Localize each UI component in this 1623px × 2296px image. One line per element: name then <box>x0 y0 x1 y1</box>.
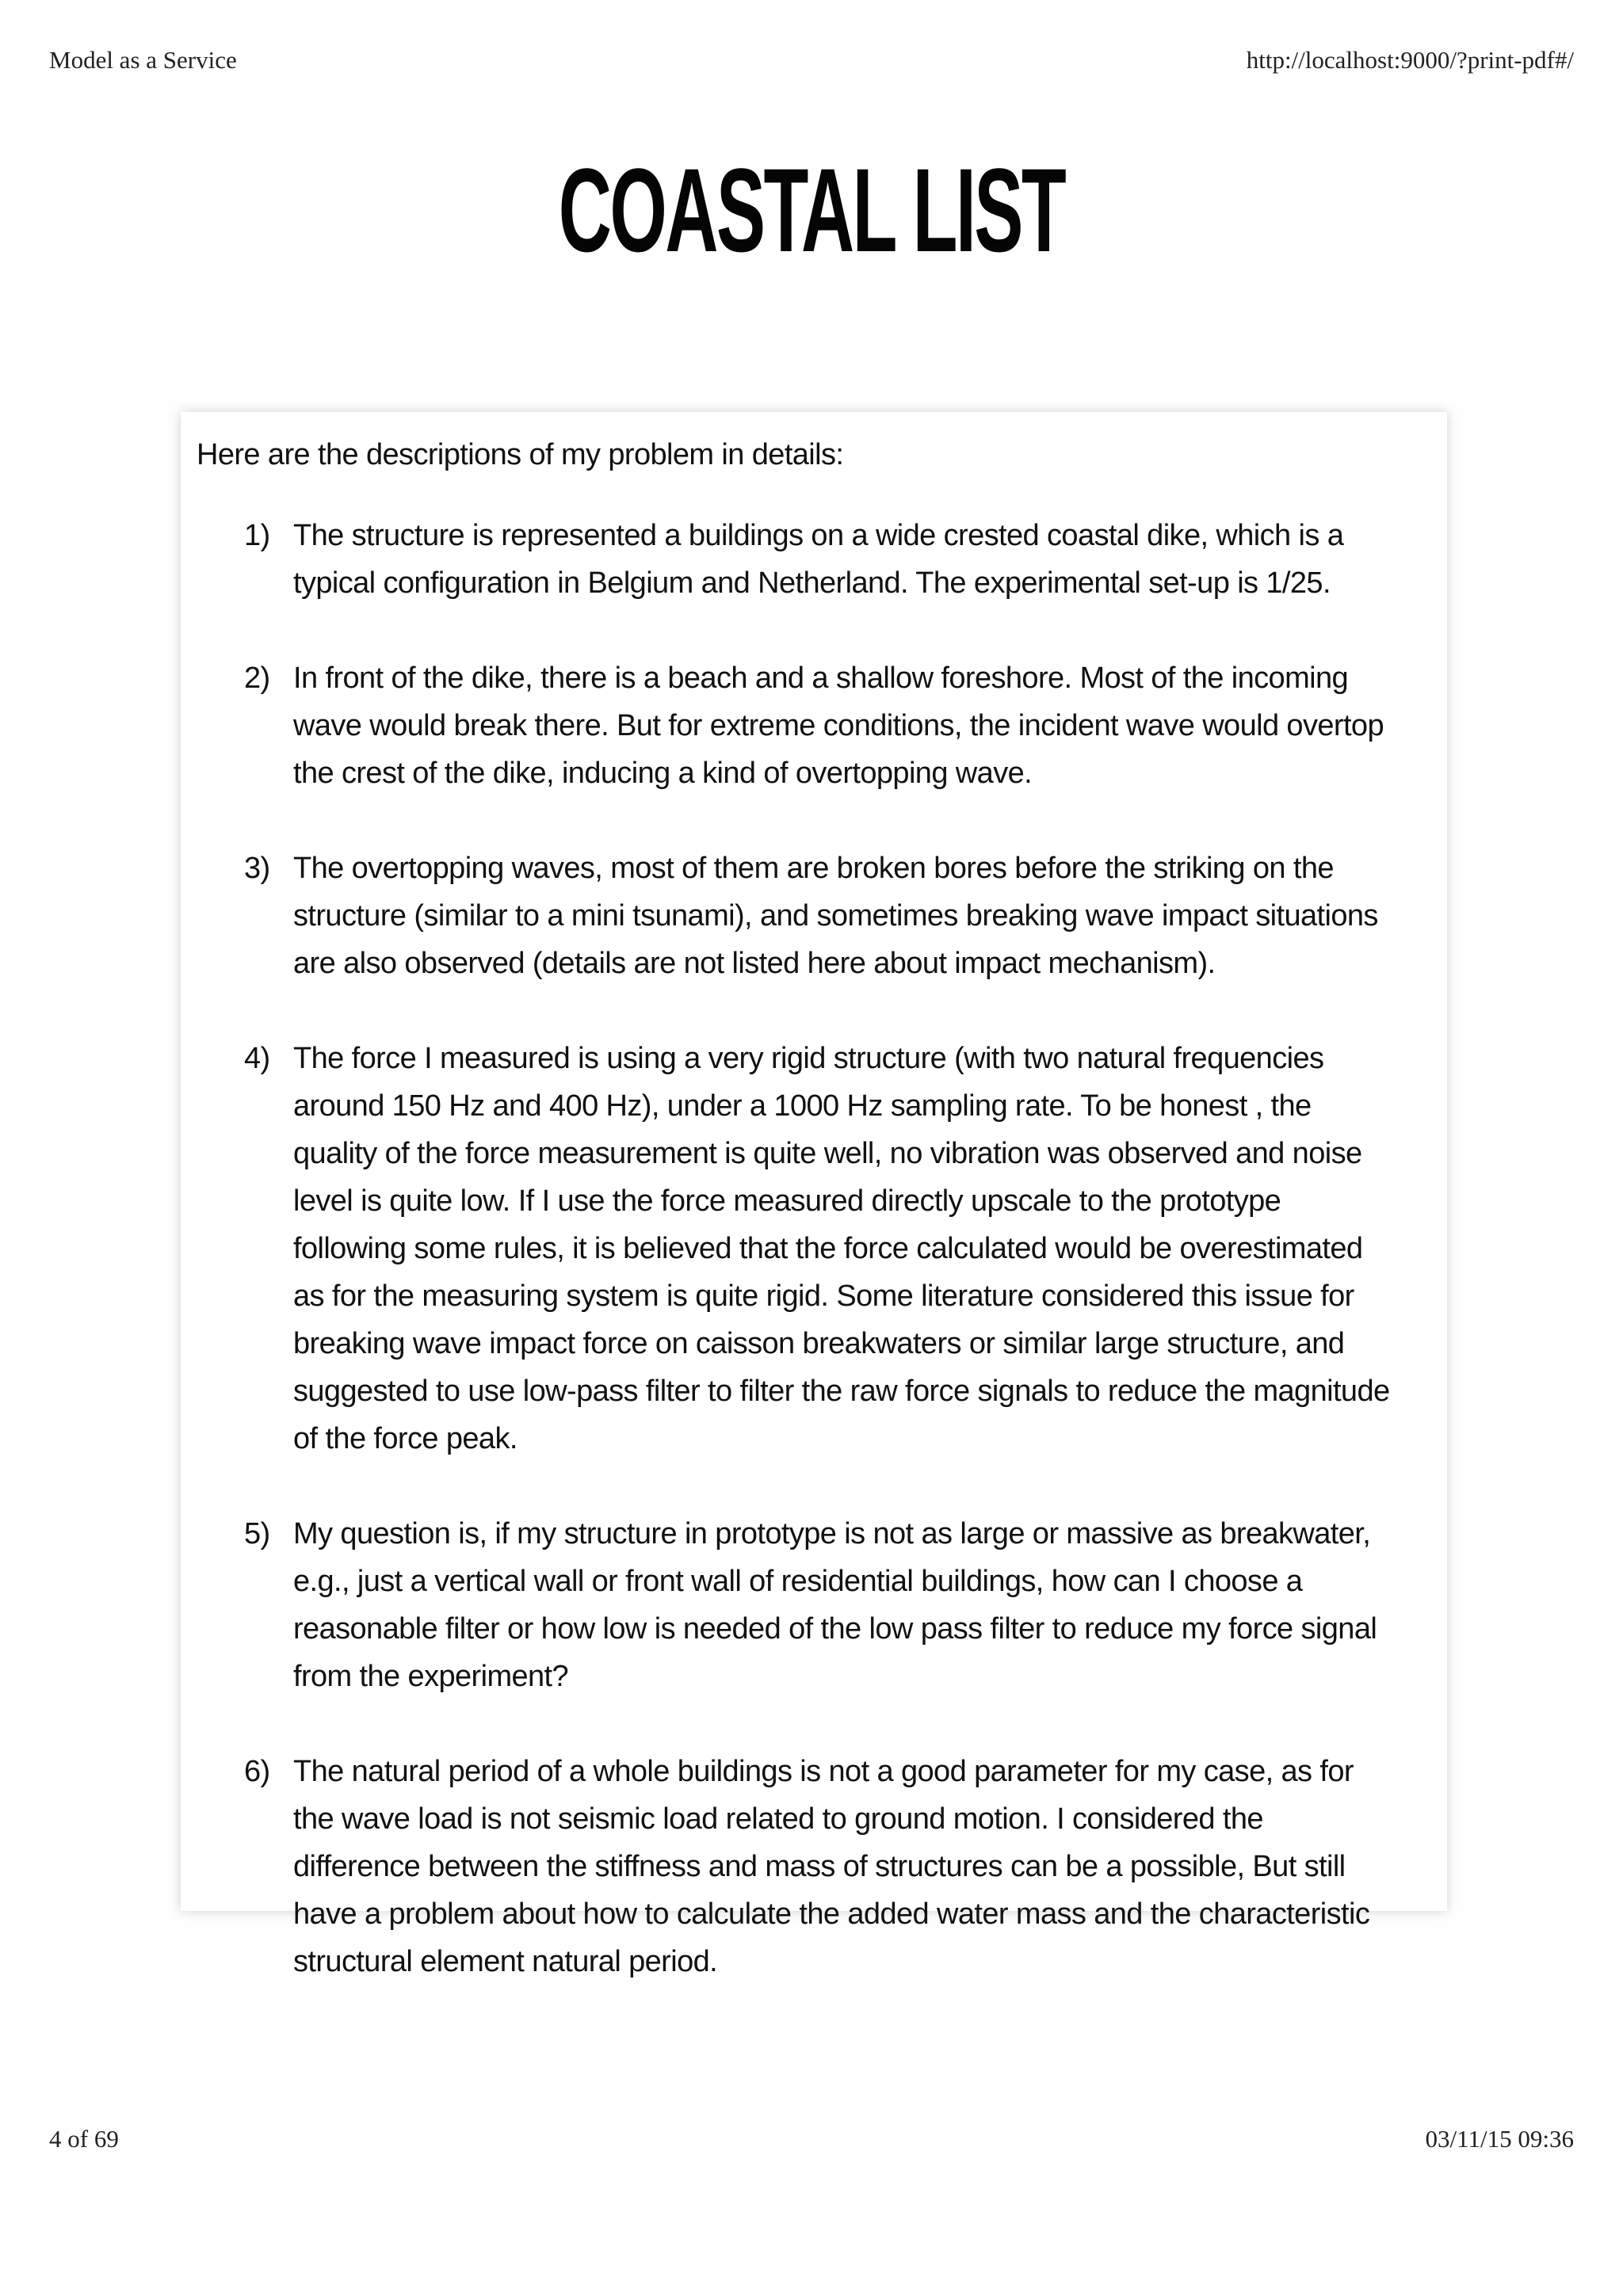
print-header-title: Model as a Service <box>49 46 237 74</box>
list-item-number: 5) <box>244 1517 270 1550</box>
list-item-number: 2) <box>244 662 270 695</box>
list-item-text: In front of the dike, there is a beach and a shallow foreshore. Most of the incoming wave would break there. But for extreme conditions, the incident wave would overtop the crest of the dike, inducing a kind of overtopping wave. <box>293 662 1384 790</box>
list-item-number: 3) <box>244 852 270 885</box>
list-item-text: The overtopping waves, most of them are broken bores before the striking on the structure (similar to a mini tsunami), and sometimes breaking wave impact situations are also observed (details are not listed here about impact mechanism). <box>293 852 1378 980</box>
list-item-number: 6) <box>244 1755 270 1788</box>
list-item <box>197 1510 1425 1700</box>
list-item-number: 4) <box>244 1042 270 1075</box>
list-item <box>197 845 1425 987</box>
print-header <box>49 46 1574 74</box>
list-item-text: The natural period of a whole buildings is not a good parameter for my case, as for the wave load is not seismic load related to ground motion. I considered the difference between the stiffness and mass of structures can be a possible, But still have a problem about how to calculate the added water mass and the characteristic structural element natural period. <box>293 1755 1370 1978</box>
page-title: COASTAL LIST <box>558 143 1065 277</box>
page-counter: 4 of 69 <box>49 2125 119 2153</box>
list-item <box>197 1035 1425 1463</box>
list-item <box>197 654 1425 797</box>
list-item-text: My question is, if my structure in prototype is not as large or massive as breakwater, e.g., just a vertical wall or front wall of residential buildings, how can I choose a reasonable filter or how low is needed of the low pass filter to reduce my force signal from the experiment? <box>293 1517 1377 1693</box>
content-card <box>181 412 1447 1978</box>
print-header-url: http://localhost:9000/?print-pdf#/ <box>1246 46 1574 74</box>
list-item-number: 1) <box>244 519 270 552</box>
list-item-text: The force I measured is using a very rigid structure (with two natural frequencies around 150 Hz and 400 Hz), under a 1000 Hz sampling rate. To be honest , the quality of the force measurement is quite well, no vibration was observed and noise level is quite low. If I use the force measured directly upscale to the prototype following some rules, it is believed that the force calculated would be overestimated as for the measuring system is quite rigid. Some literature considered this issue for breaking wave impact force on caisson breakwaters or similar large structure, and suggested to use low-pass filter to filter the raw force signals to reduce the magnitude of the force peak. <box>293 1042 1390 1455</box>
card-intro: Here are the descriptions of my problem in details: <box>197 438 844 471</box>
print-footer <box>49 2125 1574 2153</box>
list-item-text: The structure is represented a buildings on a wide crested coastal dike, which is a typical configuration in Belgium and Netherland. The experimental set-up is 1/25. <box>293 519 1344 600</box>
list-item <box>197 512 1425 607</box>
print-timestamp: 03/11/15 09:36 <box>1425 2125 1574 2153</box>
list-item <box>197 1748 1425 1985</box>
